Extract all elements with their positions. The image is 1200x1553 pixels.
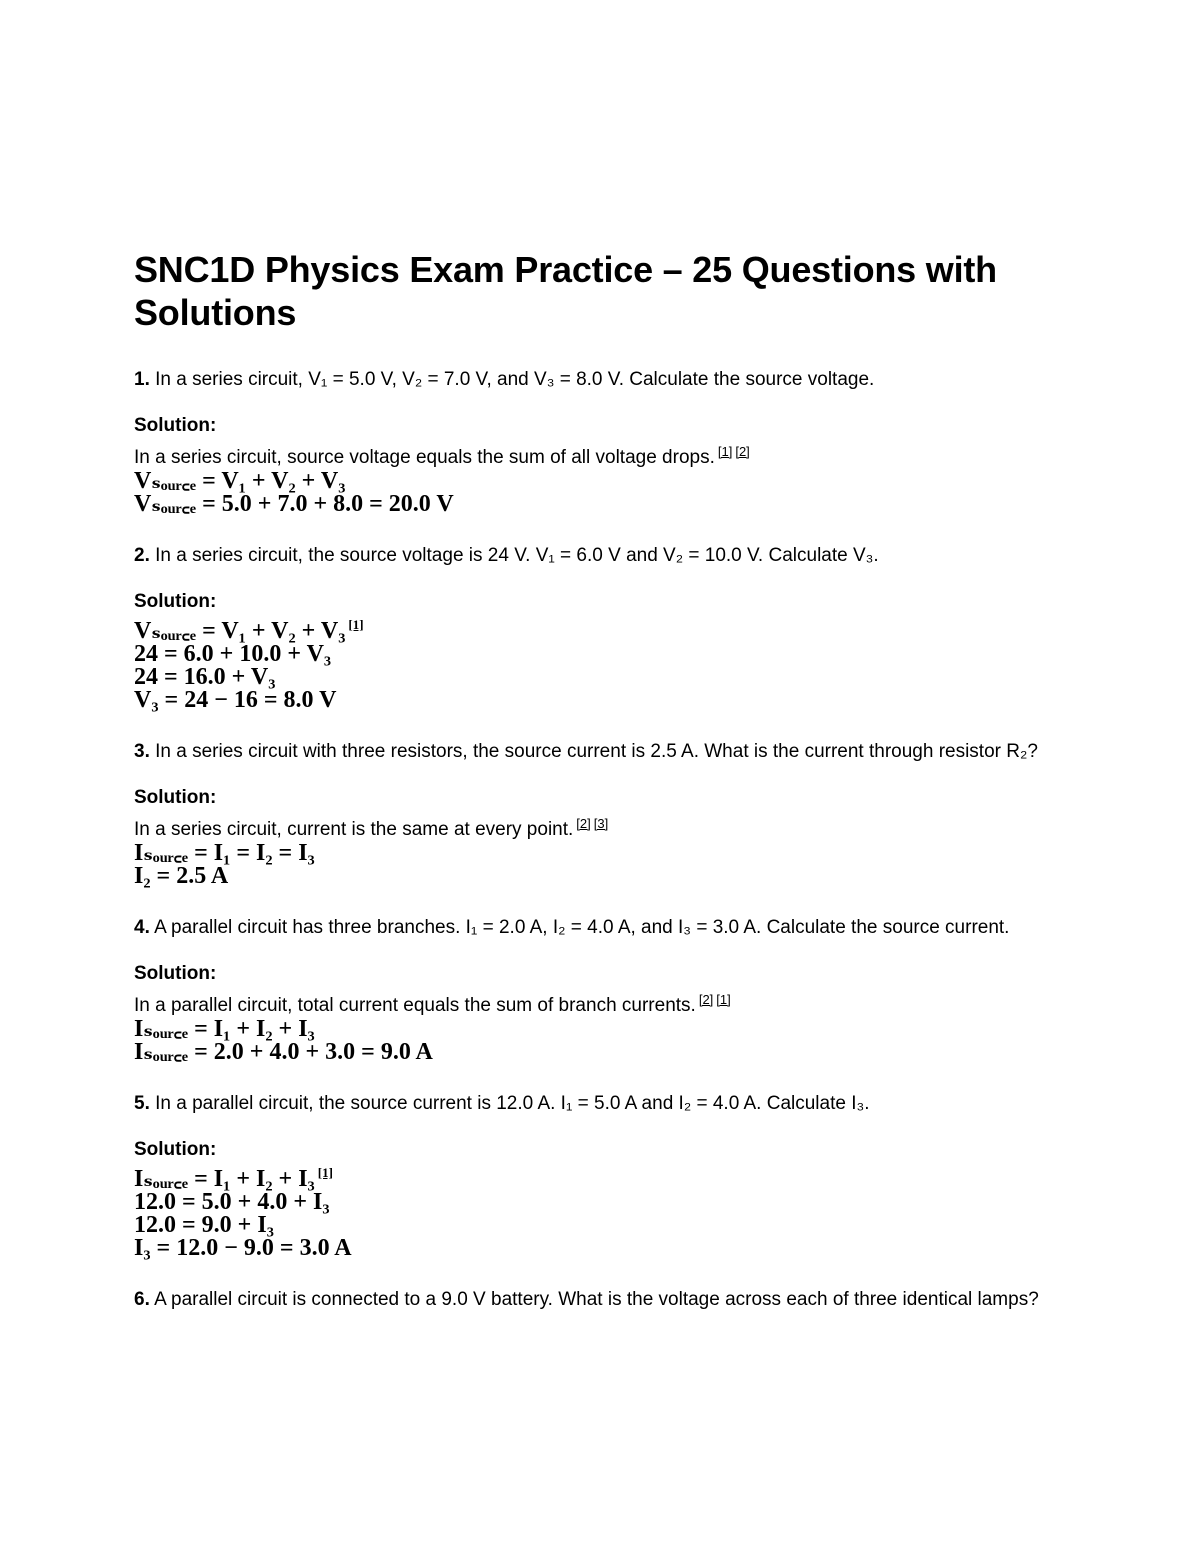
question-number: 2. xyxy=(134,545,150,566)
citation-link[interactable]: [1] xyxy=(317,1165,333,1180)
question-number: 4. xyxy=(134,917,150,938)
question-block-5 xyxy=(134,1088,1074,1260)
solution-label: Solution: xyxy=(134,415,217,436)
math-expression: Vₛₒᵤᵣ꜀ₑ = V₁ + V₂ + V₃ xyxy=(134,618,346,644)
math-line: 12.0 = 9.0 + I₃ xyxy=(134,1212,274,1238)
question-block-2 xyxy=(134,540,1074,712)
document-title: SNC1D Physics Exam Practice – 25 Questions with Solutions xyxy=(134,249,997,333)
math-line: Vₛₒᵤᵣ꜀ₑ = 5.0 + 7.0 + 8.0 = 20.0 V xyxy=(134,491,454,517)
question-number: 5. xyxy=(134,1093,150,1114)
question-body: In a parallel circuit, the source current is 12.0 A. I₁ = 5.0 A and I₂ = 4.0 A. Calculate I₃. xyxy=(155,1093,870,1114)
math-line: I₃ = 12.0 − 9.0 = 3.0 A xyxy=(134,1235,352,1261)
question-body: A parallel circuit has three branches. I₁ = 2.0 A, I₂ = 4.0 A, and I₃ = 3.0 A. Calculate the source current. xyxy=(154,917,1010,938)
math-line: 24 = 6.0 + 10.0 + V₃ xyxy=(134,641,332,667)
math-line: Iₛₒᵤᵣ꜀ₑ = I₁ + I₂ + I₃ xyxy=(134,1016,315,1042)
solution-label: Solution: xyxy=(134,963,217,984)
document-page xyxy=(134,248,1074,1340)
math-line: Vₛₒᵤᵣ꜀ₑ = V₁ + V₂ + V₃ xyxy=(134,468,346,494)
question-text xyxy=(134,1284,1074,1316)
question-body: A parallel circuit is connected to a 9.0 V battery. What is the voltage across each of three identical lamps? xyxy=(154,1289,1039,1310)
question-text xyxy=(134,540,1074,572)
question-block-6 xyxy=(134,1284,1074,1316)
question-body: In a series circuit, the source voltage is 24 V. V₁ = 6.0 V and V₂ = 10.0 V. Calculate V₃. xyxy=(155,545,879,566)
explanation-text: In a series circuit, current is the same at every point. xyxy=(134,819,574,840)
math-expression: Iₛₒᵤᵣ꜀ₑ = I₁ + I₂ + I₃ xyxy=(134,1166,315,1192)
citation-link[interactable]: [2] xyxy=(735,443,750,459)
citation-link[interactable]: [1] xyxy=(716,991,731,1007)
solution-label: Solution: xyxy=(134,591,217,612)
question-text xyxy=(134,1088,1074,1120)
question-block-3 xyxy=(134,736,1074,888)
math-line: 24 = 16.0 + V₃ xyxy=(134,664,276,690)
math-line xyxy=(134,1165,1074,1192)
question-body: In a series circuit with three resistors, the source current is 2.5 A. What is the current through resistor R₂? xyxy=(155,741,1038,762)
question-body: In a series circuit, V₁ = 5.0 V, V₂ = 7.0 V, and V₃ = 8.0 V. Calculate the source voltage. xyxy=(155,369,875,390)
math-line: V₃ = 24 − 16 = 8.0 V xyxy=(134,687,337,713)
citation-link[interactable]: [1] xyxy=(717,443,733,459)
citation-link[interactable]: [1] xyxy=(348,617,364,632)
citation-link[interactable]: [3] xyxy=(593,815,609,831)
question-text xyxy=(134,364,1074,396)
math-line: Iₛₒᵤᵣ꜀ₑ = I₁ = I₂ = I₃ xyxy=(134,840,315,866)
question-text xyxy=(134,912,1074,944)
question-text xyxy=(134,736,1074,768)
question-number: 1. xyxy=(134,369,150,390)
citation-link[interactable]: [2] xyxy=(698,991,714,1007)
math-line: Iₛₒᵤᵣ꜀ₑ = 2.0 + 4.0 + 3.0 = 9.0 A xyxy=(134,1039,433,1065)
question-number: 3. xyxy=(134,741,150,762)
solution-explanation xyxy=(134,815,1074,842)
question-number: 6. xyxy=(134,1289,150,1310)
explanation-text: In a parallel circuit, total current equals the sum of branch currents. xyxy=(134,995,696,1016)
question-block-4 xyxy=(134,912,1074,1064)
explanation-text: In a series circuit, source voltage equals the sum of all voltage drops. xyxy=(134,447,715,468)
math-line: I₂ = 2.5 A xyxy=(134,863,229,889)
solution-label: Solution: xyxy=(134,1139,217,1160)
math-line xyxy=(134,617,1074,644)
math-line: 12.0 = 5.0 + 4.0 + I₃ xyxy=(134,1189,330,1215)
question-block-1 xyxy=(134,364,1074,516)
solution-explanation xyxy=(134,443,1074,470)
solution-explanation xyxy=(134,991,1074,1018)
solution-label: Solution: xyxy=(134,787,217,808)
citation-link[interactable]: [2] xyxy=(576,815,591,831)
